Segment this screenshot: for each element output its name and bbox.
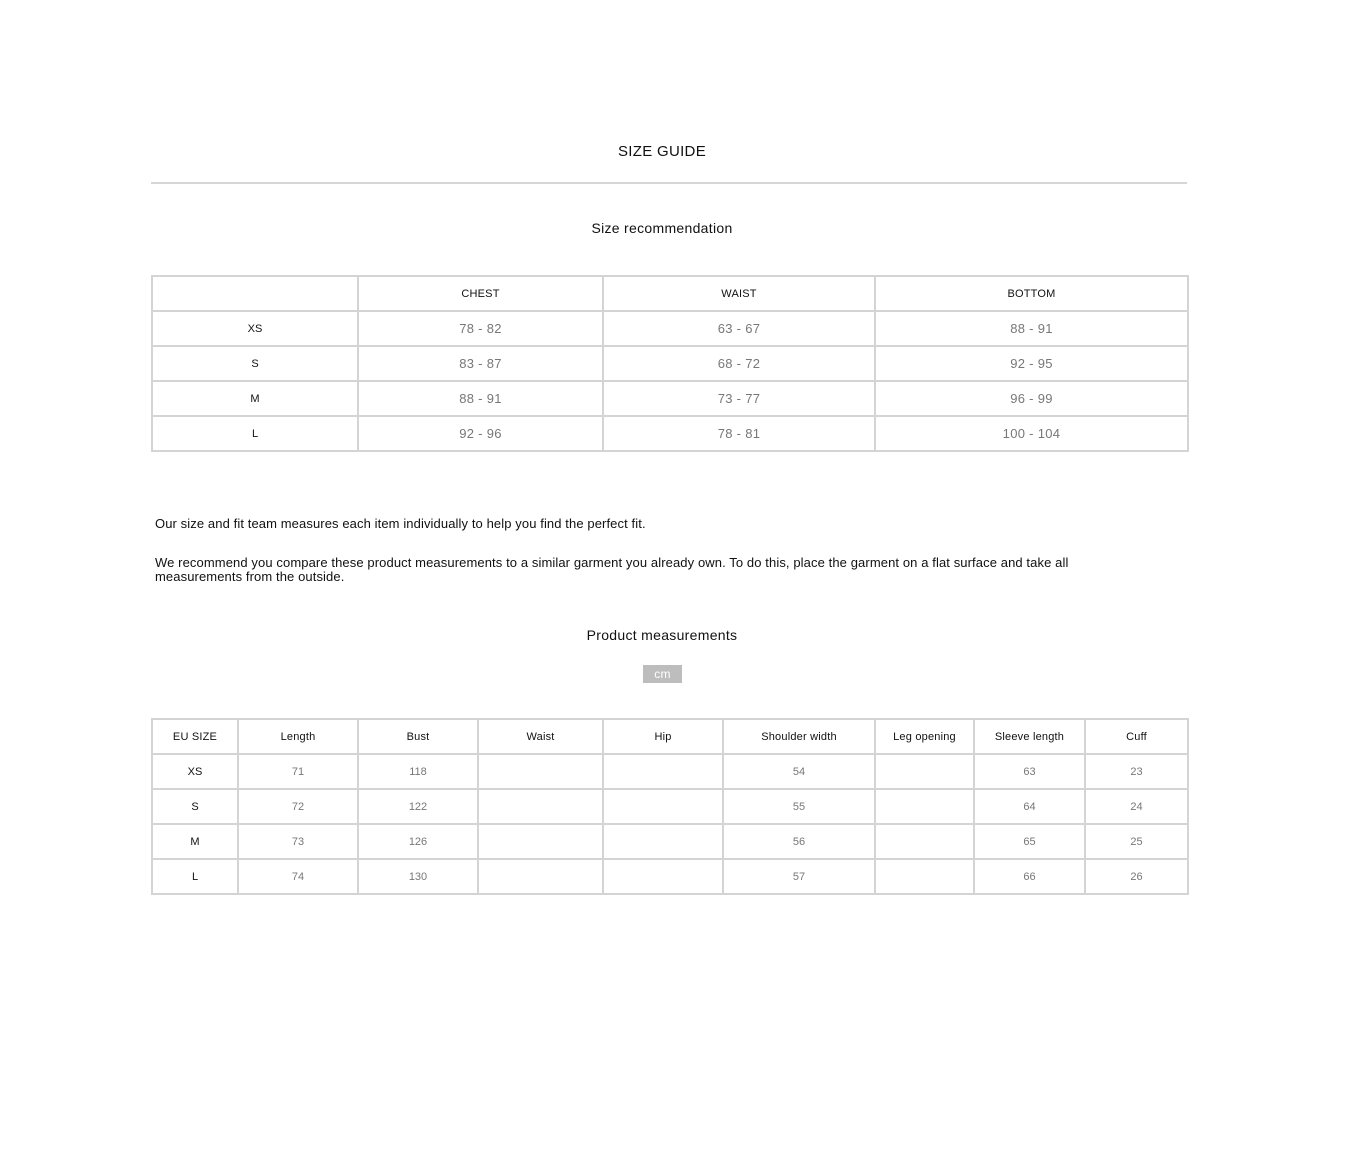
table-header-row — [152, 719, 1188, 754]
cuff-value: 23 — [1085, 754, 1188, 789]
title-divider — [151, 182, 1187, 184]
waist-value — [478, 789, 603, 824]
column-header-length: Length — [238, 719, 358, 754]
cuff-value: 26 — [1085, 859, 1188, 894]
length-value: 74 — [238, 859, 358, 894]
column-header-eu-size: EU SIZE — [152, 719, 238, 754]
bottom-value: 88 - 91 — [875, 311, 1188, 346]
column-header-chest: CHEST — [358, 276, 603, 311]
column-header-bottom: BOTTOM — [875, 276, 1188, 311]
size-label: M — [152, 381, 358, 416]
table-row — [152, 789, 1188, 824]
hip-value — [603, 824, 723, 859]
compare-note: We recommend you compare these product measurements to a similar garment you already own. To do this, place the garment on a flat surface and take all measurements from the outside. — [155, 555, 1069, 584]
table-row — [152, 346, 1188, 381]
sleeve-length-value: 65 — [974, 824, 1085, 859]
waist-value — [478, 824, 603, 859]
column-header-bust: Bust — [358, 719, 478, 754]
column-header-hip: Hip — [603, 719, 723, 754]
chest-value: 88 - 91 — [358, 381, 603, 416]
size-label: S — [152, 346, 358, 381]
size-label: XS — [152, 311, 358, 346]
fit-team-note: Our size and fit team measures each item individually to help you find the perfect fit. — [155, 516, 646, 531]
waist-value — [478, 754, 603, 789]
table-header-row — [152, 276, 1188, 311]
size-recommendation-heading: Size recommendation — [591, 220, 733, 236]
size-label: L — [152, 416, 358, 451]
product-measurements-table — [151, 718, 1189, 895]
leg-opening-value — [875, 754, 974, 789]
size-label: S — [152, 789, 238, 824]
table-row — [152, 416, 1188, 451]
unit-toggle-cm[interactable]: cm — [643, 665, 682, 683]
size-recommendation-table — [151, 275, 1189, 452]
chest-value: 92 - 96 — [358, 416, 603, 451]
shoulder-width-value: 54 — [723, 754, 875, 789]
bottom-value: 96 - 99 — [875, 381, 1188, 416]
waist-value: 63 - 67 — [603, 311, 875, 346]
waist-value — [478, 859, 603, 894]
cuff-value: 24 — [1085, 789, 1188, 824]
column-header-cuff: Cuff — [1085, 719, 1188, 754]
cuff-value: 25 — [1085, 824, 1188, 859]
bust-value: 118 — [358, 754, 478, 789]
page-title: SIZE GUIDE — [617, 143, 706, 160]
leg-opening-value — [875, 824, 974, 859]
sleeve-length-value: 64 — [974, 789, 1085, 824]
column-header-shoulder-width: Shoulder width — [723, 719, 875, 754]
product-measurements-heading: Product measurements — [586, 627, 738, 643]
sleeve-length-value: 63 — [974, 754, 1085, 789]
chest-value: 78 - 82 — [358, 311, 603, 346]
column-header-leg-opening: Leg opening — [875, 719, 974, 754]
size-label: XS — [152, 754, 238, 789]
column-header-sleeve-length: Sleeve length — [974, 719, 1085, 754]
bust-value: 122 — [358, 789, 478, 824]
table-row — [152, 754, 1188, 789]
size-label: M — [152, 824, 238, 859]
length-value: 73 — [238, 824, 358, 859]
hip-value — [603, 789, 723, 824]
table-row — [152, 824, 1188, 859]
bust-value: 126 — [358, 824, 478, 859]
chest-value: 83 - 87 — [358, 346, 603, 381]
waist-value: 68 - 72 — [603, 346, 875, 381]
waist-value: 73 - 77 — [603, 381, 875, 416]
hip-value — [603, 859, 723, 894]
bottom-value: 92 - 95 — [875, 346, 1188, 381]
bust-value: 130 — [358, 859, 478, 894]
length-value: 72 — [238, 789, 358, 824]
column-header-waist: WAIST — [603, 276, 875, 311]
hip-value — [603, 754, 723, 789]
column-header — [152, 276, 358, 311]
leg-opening-value — [875, 859, 974, 894]
table-row — [152, 381, 1188, 416]
shoulder-width-value: 55 — [723, 789, 875, 824]
leg-opening-value — [875, 789, 974, 824]
table-row — [152, 859, 1188, 894]
shoulder-width-value: 56 — [723, 824, 875, 859]
column-header-waist: Waist — [478, 719, 603, 754]
sleeve-length-value: 66 — [974, 859, 1085, 894]
table-row — [152, 311, 1188, 346]
waist-value: 78 - 81 — [603, 416, 875, 451]
length-value: 71 — [238, 754, 358, 789]
size-label: L — [152, 859, 238, 894]
shoulder-width-value: 57 — [723, 859, 875, 894]
bottom-value: 100 - 104 — [875, 416, 1188, 451]
